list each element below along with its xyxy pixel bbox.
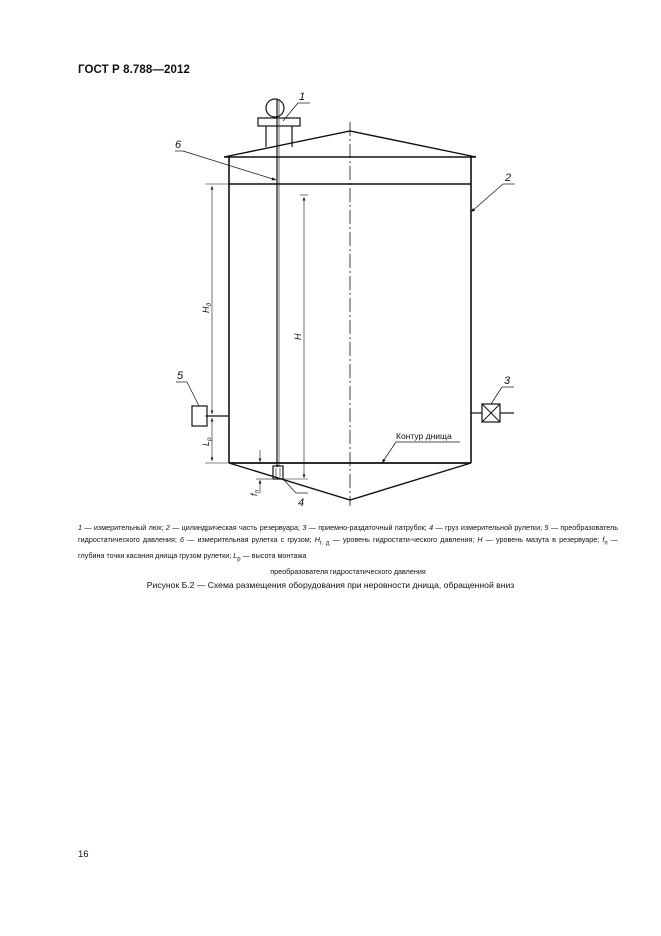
- page-number: 16: [78, 849, 89, 860]
- measuring-hatch-cap: [266, 99, 284, 117]
- leader-bottom-contour: [382, 442, 396, 463]
- leader-5: [187, 382, 199, 406]
- dim-label-f-p: $f_п$: [249, 489, 261, 496]
- figure-caption: Рисунок Б.2 — Схема размещения оборудования при неровности днища, обращенной вниз: [146, 580, 515, 590]
- document-header: ГОСТ Р 8.788—2012: [78, 64, 190, 76]
- legend-last-line: преобразователя гидростатического давления: [270, 566, 426, 576]
- leader-2: [471, 184, 503, 212]
- bottom-contour-label: Контур днища: [396, 431, 452, 441]
- dim-label-h: H: [293, 333, 303, 340]
- dim-label-l-p: $L_p$: [201, 437, 213, 446]
- dim-label-h-d: $H_д$: [201, 302, 213, 313]
- pressure-transducer: [192, 406, 207, 426]
- callout-1: 1: [299, 91, 306, 103]
- callout-6: 6: [175, 139, 182, 151]
- callout-3: 3: [504, 375, 511, 387]
- callout-2: 2: [505, 172, 512, 184]
- callout-5: 5: [177, 370, 184, 382]
- leader-3: [491, 387, 502, 404]
- figure-legend: 1 — измерительный люк; 2 — цилиндрическая часть резервуара; 3 — приемно-раздаточный патрубок; 4 — груз измерительной рулетки; 5 — преобразователь гидростатического давления; 6 — измерительная рулетка с грузом; $H_{г. д}$ — уровень гидростати-ческого давления; H — уровень мазута в резервуаре; $f_п$ — глубина точки касания днища грузом рулетки; $L_p$ — высота монтажа преобразователя гидростатического давления: [78, 522, 618, 578]
- callout-4: 4: [298, 497, 305, 509]
